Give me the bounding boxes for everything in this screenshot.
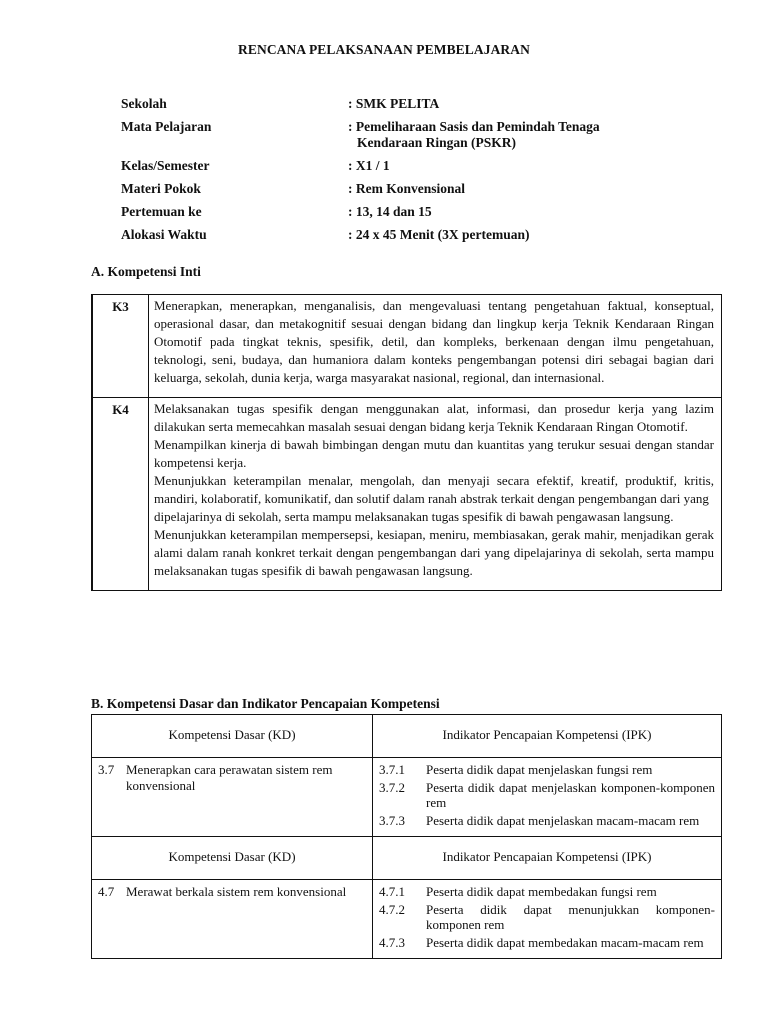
ipk-number: 3.7.2 [379, 779, 405, 795]
kd-item [98, 762, 366, 793]
ipk-text: Peserta didik dapat membedakan macam-macam rem [426, 934, 704, 950]
section-a-heading: A. Kompetensi Inti [91, 264, 201, 279]
kd-cell [92, 758, 373, 837]
ipk-number: 3.7.3 [379, 812, 405, 828]
info-label: Pertemuan ke [121, 204, 202, 219]
section-b-heading: B. Kompetensi Dasar dan Indikator Pencapaian Kompetensi [91, 696, 440, 711]
table-header-row [92, 837, 722, 880]
info-value: : 13, 14 dan 15 [348, 204, 432, 219]
kd-text: Menerapkan cara perawatan sistem rem konvensional [126, 762, 333, 793]
info-label: Alokasi Waktu [121, 227, 207, 242]
ki-code: K3 [92, 295, 149, 398]
ipk-text: Peserta didik dapat menunjukkan komponen-komponen rem [426, 901, 715, 932]
kd-item [98, 884, 366, 900]
ipk-cell [373, 758, 722, 837]
ipk-item [379, 935, 715, 951]
column-header-kd: Kompetensi Dasar (KD) [92, 715, 373, 758]
info-label: Sekolah [121, 96, 167, 111]
ipk-number: 3.7.1 [379, 762, 405, 777]
info-value: : SMK PELITA [348, 96, 440, 111]
ki-paragraph: Menerapkan, menerapkan, menganalisis, dan mengevaluasi tentang pengetahuan faktual, konseptual, operasional dasar, dan metakognitif sesuai dengan bidang dan lingkup kerja Teknik Kendaraan Ringan Otomotif pada tingkat teknis, spesifik, detil, dan kompleks, berkenaan dengan ilmu pengetahuan, teknologi, seni, budaya, dan humaniora dalam konteks pengembangan potensi diri sebagai bagian dari keluarga, sekolah, dunia kerja, warga masyarakat nasional, regional, dan internasional. [154, 298, 714, 385]
ipk-item [379, 780, 715, 811]
table-row [92, 758, 722, 837]
ipk-text: Peserta didik dapat membedakan fungsi rem [426, 884, 657, 899]
ki-text [149, 398, 722, 591]
table-header-row [92, 715, 722, 758]
ipk-item [379, 884, 715, 900]
kd-number: 3.7 [98, 762, 115, 777]
ipk-number: 4.7.2 [379, 901, 405, 917]
ki-paragraph: dipelajarinya di sekolah, serta mampu melaksanakan tugas spesifik di bawah pengawasan langsung. [154, 509, 674, 524]
ipk-number: 4.7.1 [379, 884, 405, 899]
table-row [92, 398, 722, 591]
info-value-line2: Kendaraan Ringan (PSKR) [357, 135, 517, 150]
ki-paragraph: Menunjukkan keterampilan menalar, mengolah, dan menyaji secara efektif, kreatif, produktif, kritis, mandiri, kolaboratif, komunikatif, dan solutif dalam ranah abstrak terkait dengan pengembangan dari yang [154, 473, 714, 506]
info-label: Mata Pelajaran [121, 119, 212, 134]
ipk-item [379, 813, 715, 829]
ipk-text: Peserta didik dapat menjelaskan macam-macam rem [426, 812, 700, 828]
info-label: Materi Pokok [121, 181, 201, 196]
ki-paragraph: Menunjukkan keterampilan mempersepsi, kesiapan, meniru, membiasakan, gerak mahir, menjadikan gerak alami dalam ranah konkret terkait dengan pengembangan dari yang dipelajarinya di sekolah, serta mampu melaksanakan tugas spesifik di bawah pengawasan langsung. [154, 527, 714, 578]
info-value-group [348, 119, 668, 151]
document-title: RENCANA PELAKSANAAN PEMBELAJARAN [238, 42, 530, 57]
column-header-ipk: Indikator Pencapaian Kompetensi (IPK) [373, 715, 722, 758]
info-value: : 24 x 45 Menit (3X pertemuan) [348, 227, 530, 242]
ipk-text: Peserta didik dapat menjelaskan komponen-komponen rem [426, 779, 715, 810]
table-row [92, 295, 722, 398]
ipk-number: 4.7.3 [379, 934, 405, 950]
column-header-kd: Kompetensi Dasar (KD) [92, 837, 373, 880]
column-header-ipk: Indikator Pencapaian Kompetensi (IPK) [373, 837, 722, 880]
table-row [92, 880, 722, 959]
kd-cell [92, 880, 373, 959]
ki-paragraph: Melaksanakan tugas spesifik dengan menggunakan alat, informasi, dan prosedur kerja yang lazim dilakukan serta memecahkan masalah sesuai dengan bidang kerja Teknik Kendaraan Ringan Otomotif. [154, 401, 714, 434]
ki-paragraph: Menampilkan kinerja di bawah bimbingan dengan mutu dan kuantitas yang terukur sesuai dengan standar kompetensi kerja. [154, 437, 714, 470]
kompetensi-inti-table [91, 294, 722, 591]
kd-text: Merawat berkala sistem rem konvensional [126, 884, 347, 899]
kd-number: 4.7 [98, 884, 115, 899]
info-label: Kelas/Semester [121, 158, 210, 173]
ipk-item [379, 902, 715, 933]
ipk-text: Peserta didik dapat menjelaskan fungsi rem [426, 762, 653, 777]
kompetensi-dasar-table [91, 714, 722, 959]
ipk-cell [373, 880, 722, 959]
info-value: : Pemeliharaan Sasis dan Pemindah Tenaga [348, 119, 600, 134]
ipk-item [379, 762, 715, 778]
info-value: : X1 / 1 [348, 158, 390, 173]
ki-code: K4 [92, 398, 149, 591]
ki-text [149, 295, 722, 398]
info-value: : Rem Konvensional [348, 181, 466, 196]
